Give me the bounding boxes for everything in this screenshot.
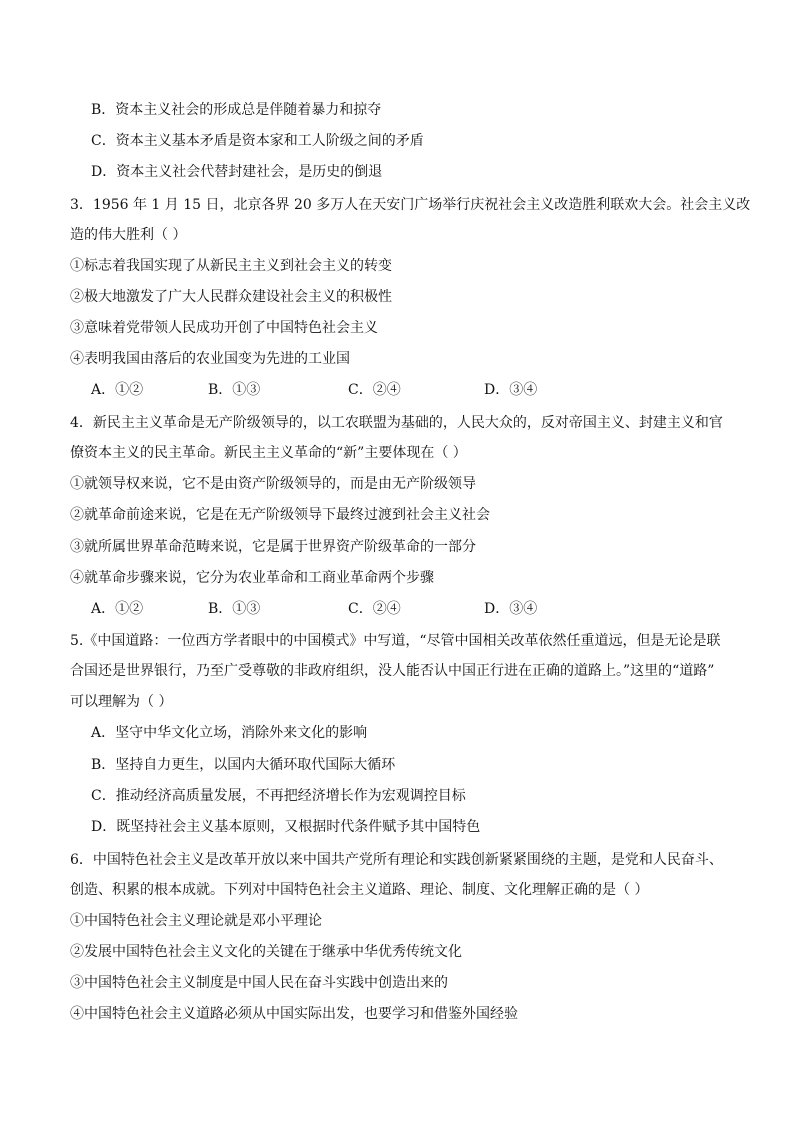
q3-stem-line-1: 3．1956 年 1 月 15 日，北京各界 20 多万人在天安门广场举行庆祝社会主义改造胜利联欢大会。社会主义改: [70, 197, 751, 213]
q4-choice-d: D．③④: [484, 601, 538, 617]
q6-stem-line-2: 创造、积累的根本成就。下列对中国特色社会主义道路、理论、制度、文化理解正确的是（ ）: [70, 882, 649, 898]
q4-choice-c: C．②④: [348, 601, 401, 617]
q4-choices: [91, 599, 611, 619]
q3-choice-a: A．①②: [91, 382, 144, 398]
q3-choice-c: C．②④: [348, 382, 401, 398]
q5-stem-line-2: 合国还是世界银行，乃至广受尊敬的非政府组织，没人能否认中国正行进在正确的道路上。”这里的“道路”: [70, 663, 715, 679]
q6-statement-1: ①中国特色社会主义理论就是邓小平理论: [70, 913, 322, 929]
q4-stem-line-2: 僚资本主义的民主革命。新民主主义革命的“新”主要体现在（ ）: [70, 445, 467, 461]
q5-option-b: B．坚持自力更生，以国内大循环取代国际大循环: [91, 757, 396, 773]
q4-stem-line-1: 4．新民主主义革命是无产阶级领导的，以工农联盟为基础的，人民大众的，反对帝国主义、封建主义和官: [70, 415, 723, 431]
q5-option-d: D．既坚持社会主义基本原则，又根据时代条件赋予其中国特色: [91, 819, 481, 835]
q4-statement-1: ①就领导权来说，它不是由资产阶级领导的，而是由无产阶级领导: [70, 476, 476, 492]
q3-statement-3: ③意味着党带领人民成功开创了中国特色社会主义: [70, 320, 378, 336]
q5-stem-line-1: 5.《中国道路：一位西方学者眼中的中国模式》中写道，“尽管中国相关改革依然任重道远，但是无论是联: [70, 633, 721, 649]
q3-statement-2: ②极大地激发了广大人民群众建设社会主义的积极性: [70, 289, 392, 305]
q5-option-c: C．推动经济高质量发展，不再把经济增长作为宏观调控目标: [91, 788, 466, 804]
q2-option-d: D．资本主义社会代替封建社会，是历史的倒退: [91, 164, 383, 180]
q2-option-c: C．资本主义基本矛盾是资本家和工人阶级之间的矛盾: [91, 133, 424, 149]
q3-choice-b: B．①③: [208, 382, 261, 398]
q6-statement-2: ②发展中国特色社会主义文化的关键在于继承中华优秀传统文化: [70, 944, 462, 960]
q3-choice-d: D．③④: [484, 382, 538, 398]
q3-stem-line-2: 造的伟大胜利（ ）: [70, 227, 187, 243]
q4-statement-2: ②就革命前途来说，它是在无产阶级领导下最终过渡到社会主义社会: [70, 507, 490, 523]
q5-stem-line-3: 可以理解为（ ）: [70, 694, 173, 710]
q6-statement-3: ③中国特色社会主义制度是中国人民在奋斗实践中创造出来的: [70, 975, 448, 991]
q3-choices: [91, 380, 611, 400]
q4-statement-3: ③就所属世界革命范畴来说，它是属于世界资产阶级革命的一部分: [70, 539, 476, 555]
q5-option-a: A．坚守中华文化立场，消除外来文化的影响: [91, 725, 368, 741]
q3-statement-4: ④表明我国由落后的农业国变为先进的工业国: [70, 351, 350, 367]
q2-option-b: B．资本主义社会的形成总是伴随着暴力和掠夺: [91, 102, 382, 118]
q3-statement-1: ①标志着我国实现了从新民主主义到社会主义的转变: [70, 258, 392, 274]
q6-statement-4: ④中国特色社会主义道路必须从中国实际出发，也要学习和借鉴外国经验: [70, 1006, 518, 1022]
q4-statement-4: ④就革命步骤来说，它分为农业革命和工商业革命两个步骤: [70, 570, 434, 586]
q6-stem-line-1: 6．中国特色社会主义是改革开放以来中国共产党所有理论和实践创新紧紧围绕的主题，是党和人民奋斗、: [70, 852, 723, 868]
q4-choice-a: A．①②: [91, 601, 144, 617]
q4-choice-b: B．①③: [208, 601, 261, 617]
